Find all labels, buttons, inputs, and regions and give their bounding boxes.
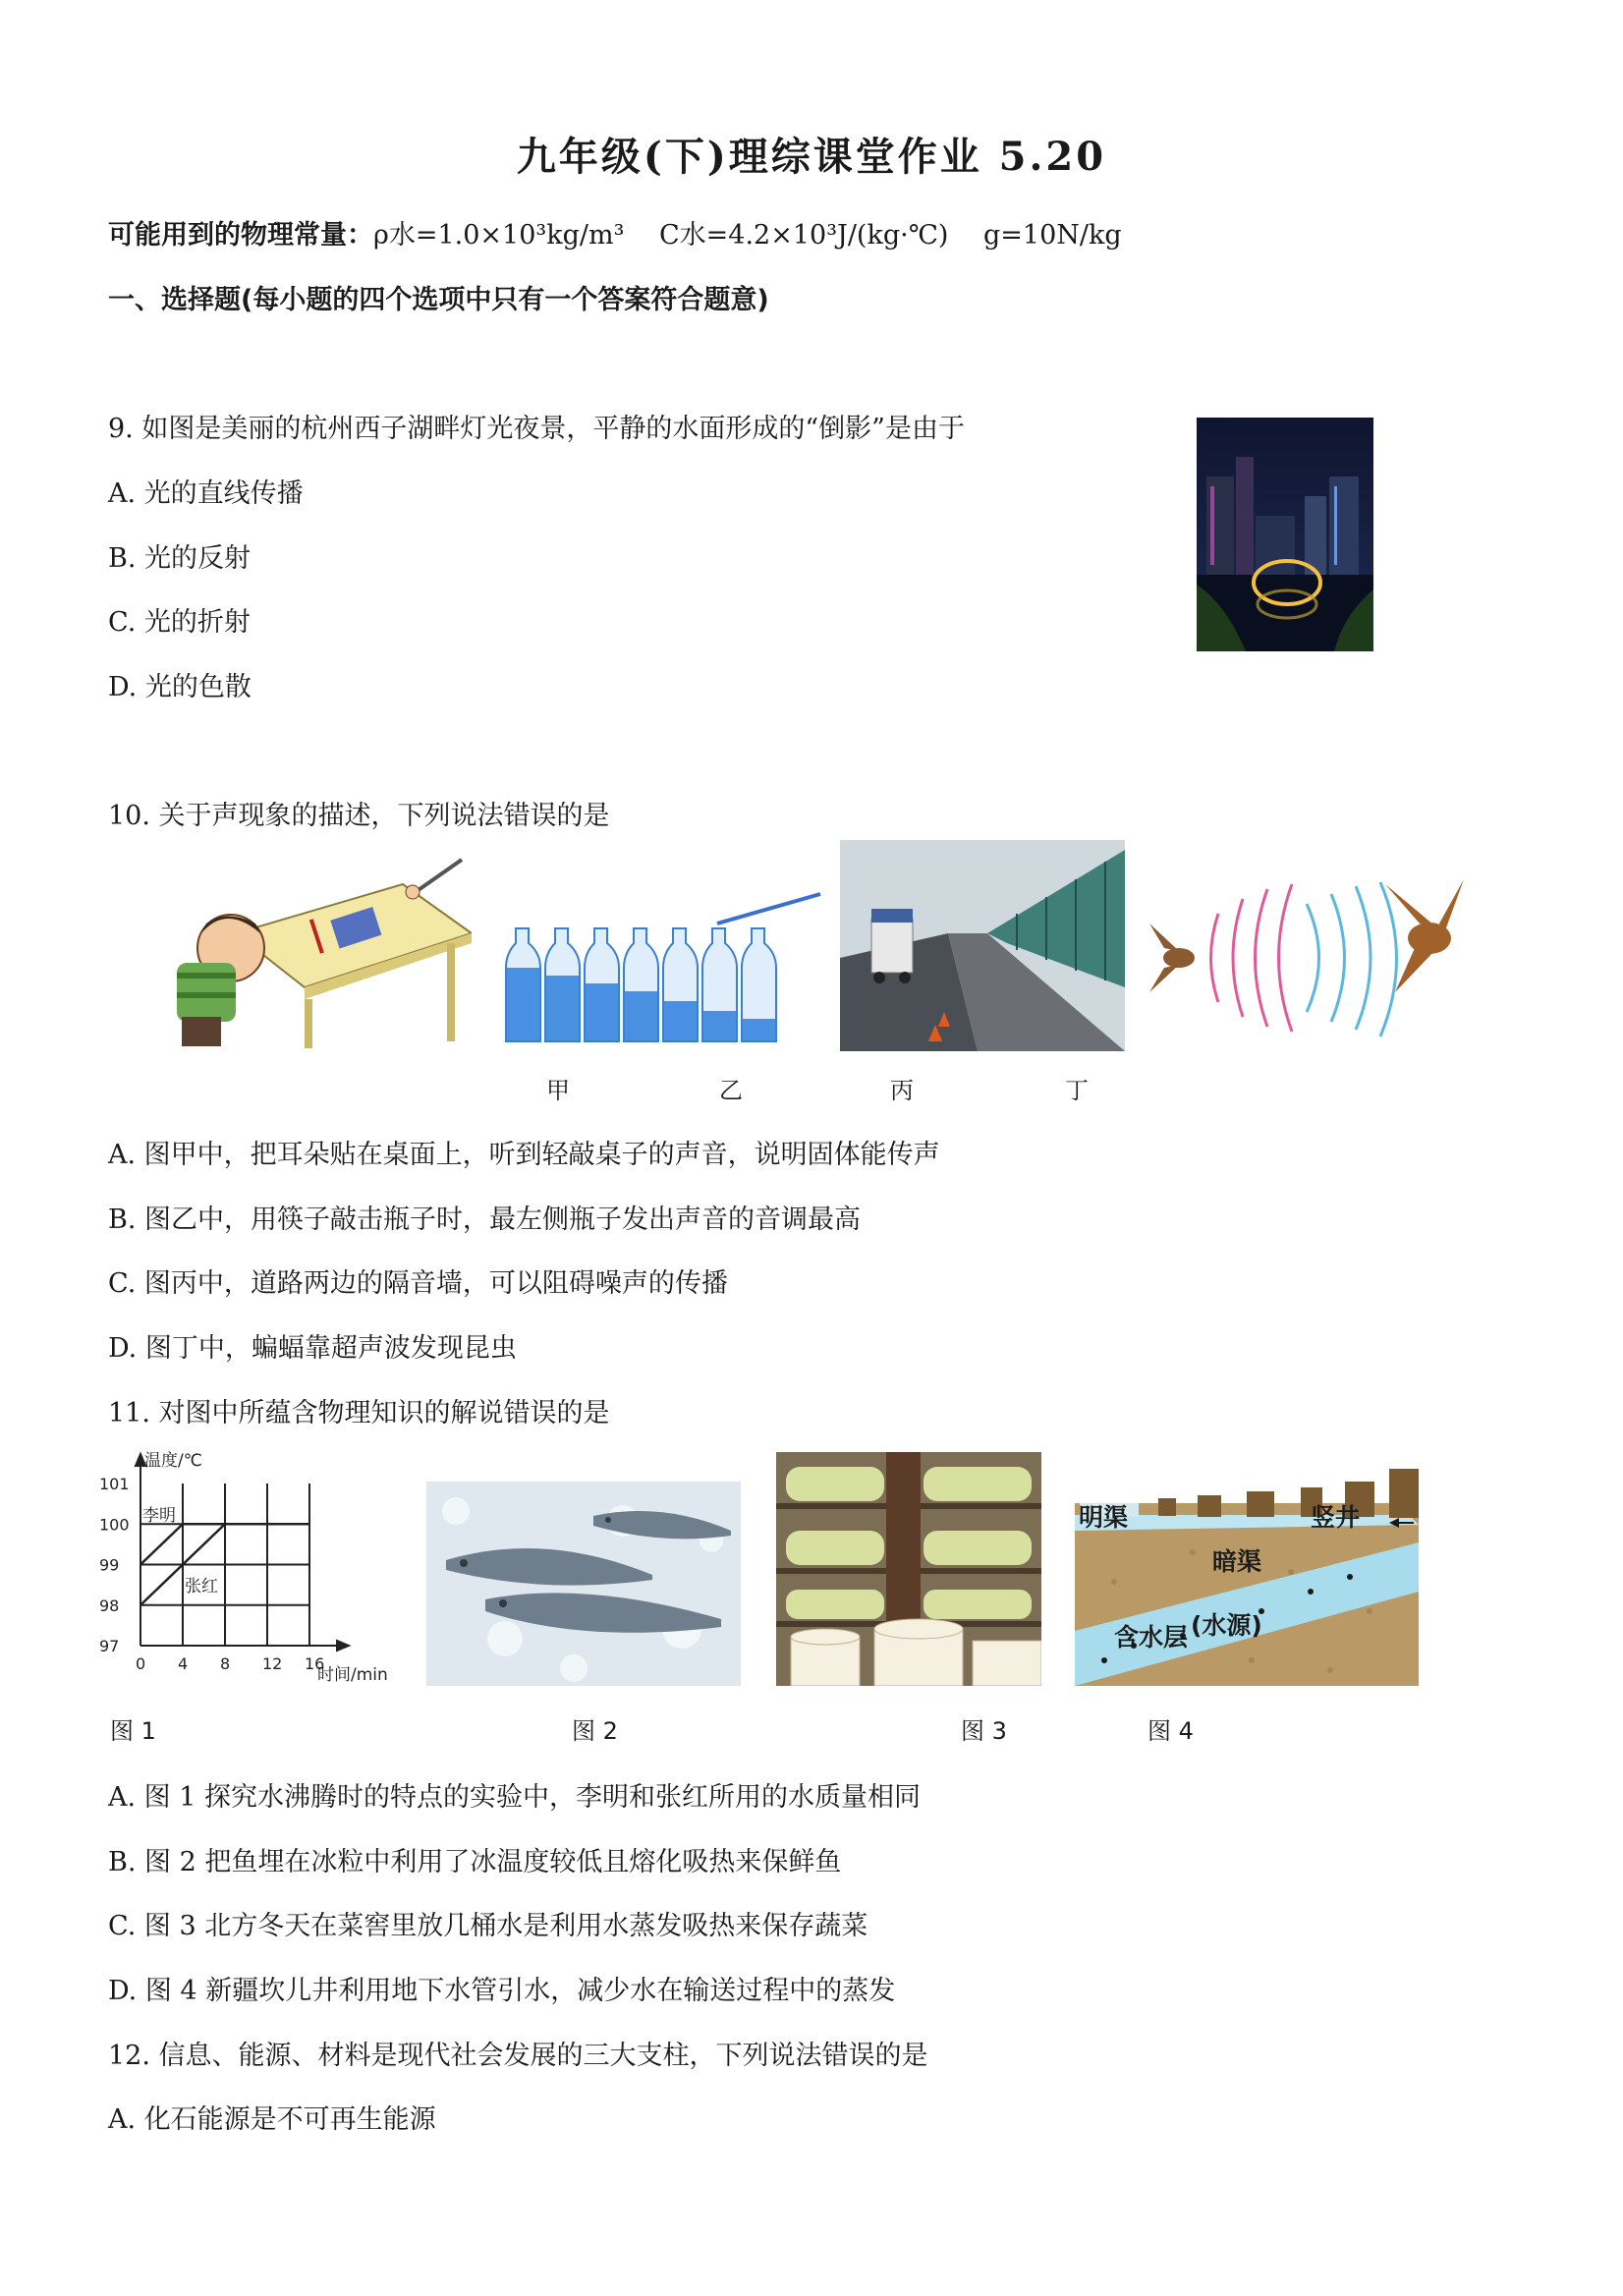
- bat-echolocation-figure: [1149, 865, 1469, 1051]
- fig-label-1: 图 1: [110, 1717, 156, 1745]
- boiling-chart: [93, 1444, 408, 1690]
- fig-label-yi: 乙: [719, 1077, 743, 1104]
- constants-value: ρ水=1.0×10³kg/m³ C水=4.2×10³J/(kg·℃) g=10N/kg: [373, 220, 1122, 251]
- night-lake-photo: [1197, 418, 1373, 651]
- chart-ylabel: 温度/℃: [144, 1451, 202, 1471]
- page-title: 九年级(下)理综课堂作业 5.20: [516, 134, 1107, 180]
- constants-label: 可能用到的物理常量：: [108, 220, 373, 251]
- question-11-option-a: A. 图 1 探究水沸腾时的特点的实验中，李明和张红所用的水质量相同: [108, 1782, 922, 1813]
- x-tick-label: 4: [178, 1654, 189, 1673]
- constants-line: [108, 213, 1122, 252]
- question-9-stem: 9. 如图是美丽的杭州西子湖畔灯光夜景，平静的水面形成的“倒影”是由于: [108, 414, 965, 444]
- question-9-option-d: D. 光的色散: [108, 672, 252, 702]
- question-9-option-a: A. 光的直线传播: [108, 478, 304, 509]
- question-11-option-d: D. 图 4 新疆坎儿井利用地下水管引水，减少水在输送过程中的蒸发: [108, 1976, 896, 2006]
- karez-figure: [1075, 1464, 1419, 1686]
- section-title-text: 一、选择题(每小题的四个选项中只有一个答案符合题意): [108, 285, 769, 315]
- question-9-option-c: C. 光的折射: [108, 607, 251, 638]
- fig-label-4: 图 4: [1147, 1717, 1194, 1745]
- karez-label-ming-qu: 明渠: [1079, 1503, 1129, 1532]
- y-tick-label: 99: [99, 1555, 120, 1575]
- section-title: [108, 278, 769, 316]
- fig-label-ding: 丁: [1065, 1077, 1089, 1104]
- sound-barrier-photo: [840, 840, 1125, 1051]
- question-10-option-d: D. 图丁中，蝙蝠靠超声波发现昆虫: [108, 1333, 517, 1364]
- karez-label-han-shui: 含水层: [1114, 1623, 1189, 1652]
- question-11-option-c: C. 图 3 北方冬天在菜窖里放几桶水是利用水蒸发吸热来保存蔬菜: [108, 1911, 868, 1941]
- karez-label-shui-yuan: (水源): [1191, 1611, 1262, 1640]
- question-10-stem: 10. 关于声现象的描述，下列说法错误的是: [108, 801, 610, 831]
- fish-in-ice-photo: [426, 1482, 741, 1686]
- x-tick-label: 12: [262, 1654, 283, 1673]
- y-tick-label: 101: [99, 1475, 130, 1493]
- question-11-option-b: B. 图 2 把鱼埋在冰粒中利用了冰温度较低且熔化吸热来保鲜鱼: [108, 1847, 842, 1877]
- fig-label-3: 图 3: [961, 1717, 1007, 1745]
- y-tick-label: 100: [99, 1515, 130, 1535]
- fig-label-jia: 甲: [546, 1077, 570, 1104]
- karez-label-shu-jing: 竖井: [1311, 1503, 1361, 1532]
- y-tick-label: 98: [99, 1596, 120, 1615]
- boy-desk-figure: [167, 855, 472, 1051]
- question-12-option-a: A. 化石能源是不可再生能源: [108, 2104, 436, 2135]
- fig-label-bing: 丙: [890, 1077, 914, 1104]
- x-axis-arrow: [337, 1641, 349, 1651]
- series-label-li-ming: 李明: [142, 1506, 176, 1526]
- question-10-option-c: C. 图丙中，道路两边的隔音墙，可以阻碍噪声的传播: [108, 1268, 728, 1299]
- x-tick-label: 0: [136, 1654, 146, 1673]
- fig-label-2: 图 2: [572, 1717, 618, 1745]
- question-10-option-b: B. 图乙中，用筷子敲击瓶子时，最左侧瓶子发出声音的音调最高: [108, 1204, 862, 1235]
- karez-label-an-qu: 暗渠: [1212, 1547, 1262, 1576]
- question-9-option-b: B. 光的反射: [108, 543, 252, 574]
- question-12-stem: 12. 信息、能源、材料是现代社会发展的三大支柱，下列说法错误的是: [108, 2041, 928, 2071]
- vegetable-cellar-photo: [776, 1452, 1041, 1686]
- question-11-stem: 11. 对图中所蕴含物理知识的解说错误的是: [108, 1398, 610, 1428]
- chart-xlabel: 时间/min: [317, 1665, 388, 1685]
- x-tick-label: 16: [305, 1654, 325, 1673]
- y-tick-label: 97: [99, 1637, 120, 1655]
- x-tick-label: 8: [220, 1654, 231, 1673]
- bottles-figure: [501, 889, 825, 1051]
- question-10-option-a: A. 图甲中，把耳朵贴在桌面上，听到轻敲桌子的声音，说明固体能传声: [108, 1140, 940, 1170]
- series-label-zhang-hong: 张红: [185, 1577, 218, 1596]
